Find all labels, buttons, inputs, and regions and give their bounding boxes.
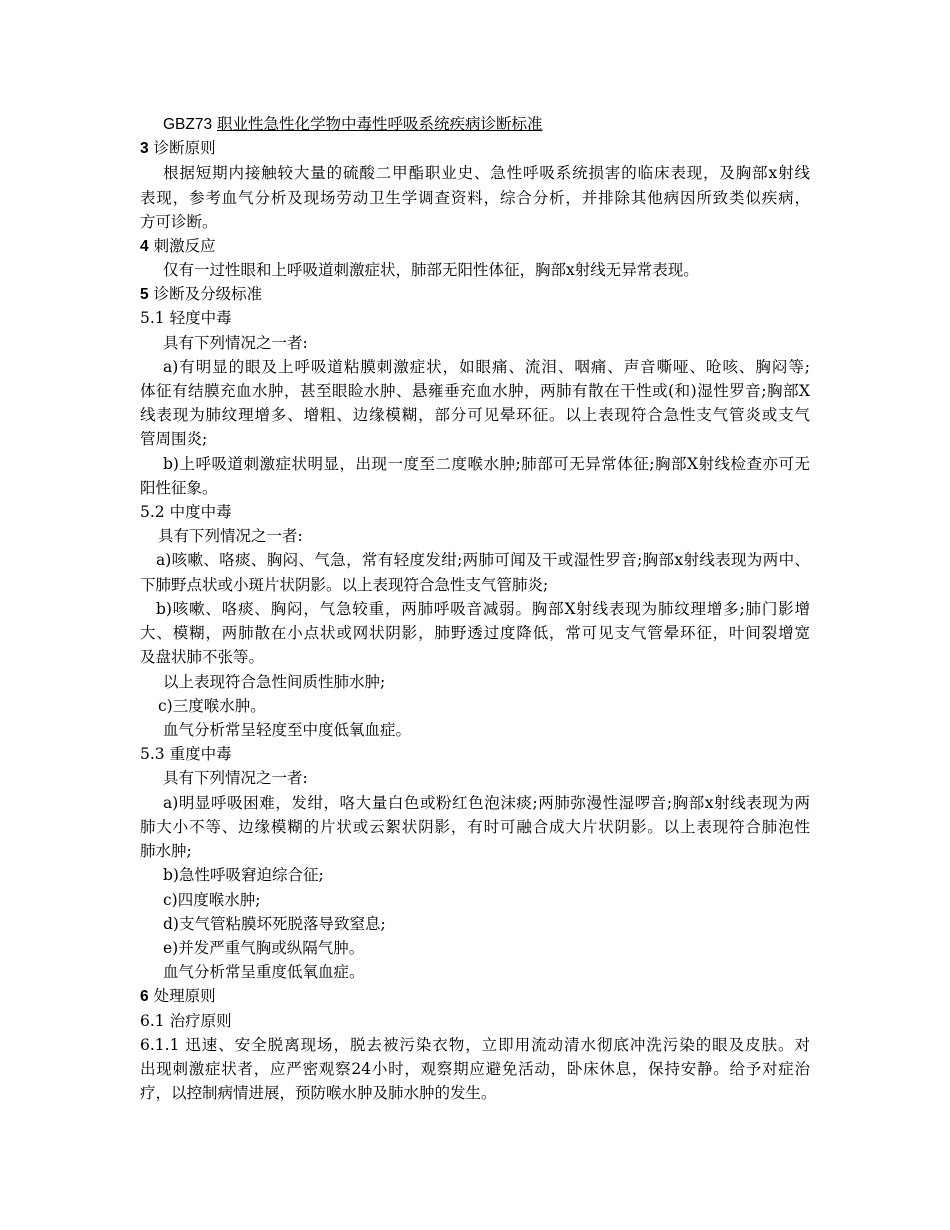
- list-item-b-cont: 大、模糊，两肺散在小点状或网状阴影，肺野透过度降低，常可见支气管晕环征，叶间裂增宽: [140, 624, 810, 642]
- list-item-a: a)咳嗽、咯痰、胸闷、气急，常有轻度发绀;两肺可闻及干或湿性罗音;胸部x射线表现为两中、: [156, 551, 810, 569]
- list-intro: 具有下列情况之一者:: [158, 527, 303, 545]
- subsection-5-2-heading: 5.2 中度中毒: [140, 503, 232, 521]
- subsection-5-1-heading: 5.1 轻度中毒: [140, 309, 232, 327]
- section-title: 处理原则: [153, 987, 216, 1005]
- list-item-a-cont: 线表现为肺纹理增多、增粗、边缘模糊，部分可见晕环征。以上表现符合急性支气管炎或支气: [140, 406, 810, 424]
- paragraph-line: 方可诊断。: [140, 213, 218, 231]
- list-item-b-cont: 及盘状肺不张等。: [140, 648, 265, 666]
- paragraph-line: 疗，以控制病情进展，预防喉水肿及肺水肿的发生。: [140, 1084, 497, 1102]
- section-3-heading: [140, 136, 216, 160]
- section-number: 3: [140, 140, 149, 157]
- document-header: [163, 112, 543, 136]
- section-number: 5: [140, 286, 149, 303]
- section-title: 诊断及分级标准: [153, 285, 263, 303]
- list-item-b: b)上呼吸道刺激症状明显，出现一度至二度喉水肿;肺部可无异常体征;胸部X射线检查亦可无: [163, 455, 810, 473]
- paragraph-line: 6.1.1 迅速、安全脱离现场，脱去被污染衣物，立即用流动清水彻底冲洗污染的眼及皮肤。对: [140, 1036, 810, 1054]
- standard-code: GBZ73: [163, 116, 213, 133]
- section-number: 6: [140, 988, 149, 1005]
- section-6-heading: [140, 984, 216, 1008]
- list-item-a-cont: 管周围炎;: [140, 430, 208, 448]
- paragraph-line: 表现，参考血气分析及现场劳动卫生学调查资料，综合分析，并排除其他病因所致类似疾病，: [140, 189, 810, 207]
- subsection-5-3-heading: 5.3 重度中毒: [140, 745, 232, 763]
- section-number: 4: [140, 238, 149, 255]
- list-intro: 具有下列情况之一者:: [163, 769, 308, 787]
- section-title: 刺激反应: [153, 237, 216, 255]
- list-intro: 具有下列情况之一者:: [163, 334, 308, 352]
- list-item-e: e)并发严重气胸或纵隔气肿。: [163, 939, 365, 957]
- section-4-heading: [140, 234, 216, 258]
- section-5-heading: [140, 282, 262, 306]
- paragraph-line: 根据短期内接触较大量的硫酸二甲酯职业史、急性呼吸系统损害的临床表现，及胸部x射线: [163, 164, 810, 182]
- list-item-a-cont: 下肺野点状或小斑片状阴影。以上表现符合急性支气管肺炎;: [140, 576, 549, 594]
- list-item-c: c)三度喉水肿。: [158, 697, 266, 715]
- list-item-a: a)明显呼吸困难，发绀，咯大量白色或粉红色泡沫痰;两肺弥漫性湿啰音;胸部x射线表现为两: [163, 794, 810, 812]
- list-item-c: c)四度喉水肿;: [163, 891, 261, 909]
- list-item-b-cont: 阳性征象。: [140, 479, 218, 497]
- standard-title: 职业性急性化学物中毒性呼吸系统疾病诊断标准: [217, 115, 543, 133]
- list-item-d: d)支气管粘膜坏死脱落导致窒息;: [163, 915, 386, 933]
- list-item-a-cont: 肺大小不等、边缘模糊的片状或云絮状阴影，有时可融合成大片状阴影。以上表现符合肺泡性: [140, 818, 810, 836]
- paragraph-line: 出现刺激症状者，应严密观察24小时，观察期应避免活动，卧床休息，保持安静。给予对症治: [140, 1060, 810, 1078]
- paragraph-line: 血气分析常呈轻度至中度低氧血症。: [163, 721, 412, 739]
- list-item-a: a)有明显的眼及上呼吸道粘膜刺激症状，如眼痛、流泪、咽痛、声音嘶哑、呛咳、胸闷等;: [163, 358, 810, 376]
- list-item-b: b)咳嗽、咯痰、胸闷，气急较重，两肺呼吸音减弱。胸部X射线表现为肺纹理增多;肺门影增: [156, 600, 810, 618]
- list-item-a-cont: 肺水肿;: [140, 842, 192, 860]
- list-item-a-cont: 体征有结膜充血水肿，甚至眼睑水肿、悬雍垂充血水肿，两肺有散在干性或(和)湿性罗音;胸部X: [140, 382, 810, 400]
- subsection-6-1-heading: 6.1 治疗原则: [140, 1012, 232, 1030]
- paragraph-line: 血气分析常呈重度低氧血症。: [163, 963, 365, 981]
- list-item-b: b)急性呼吸窘迫综合征;: [163, 866, 324, 884]
- paragraph-line: 仅有一过性眼和上呼吸道刺激症状，肺部无阳性体征，胸部x射线无异常表现。: [163, 261, 699, 279]
- paragraph-line: 以上表现符合急性间质性肺水肿;: [163, 673, 386, 691]
- section-title: 诊断原则: [153, 139, 216, 157]
